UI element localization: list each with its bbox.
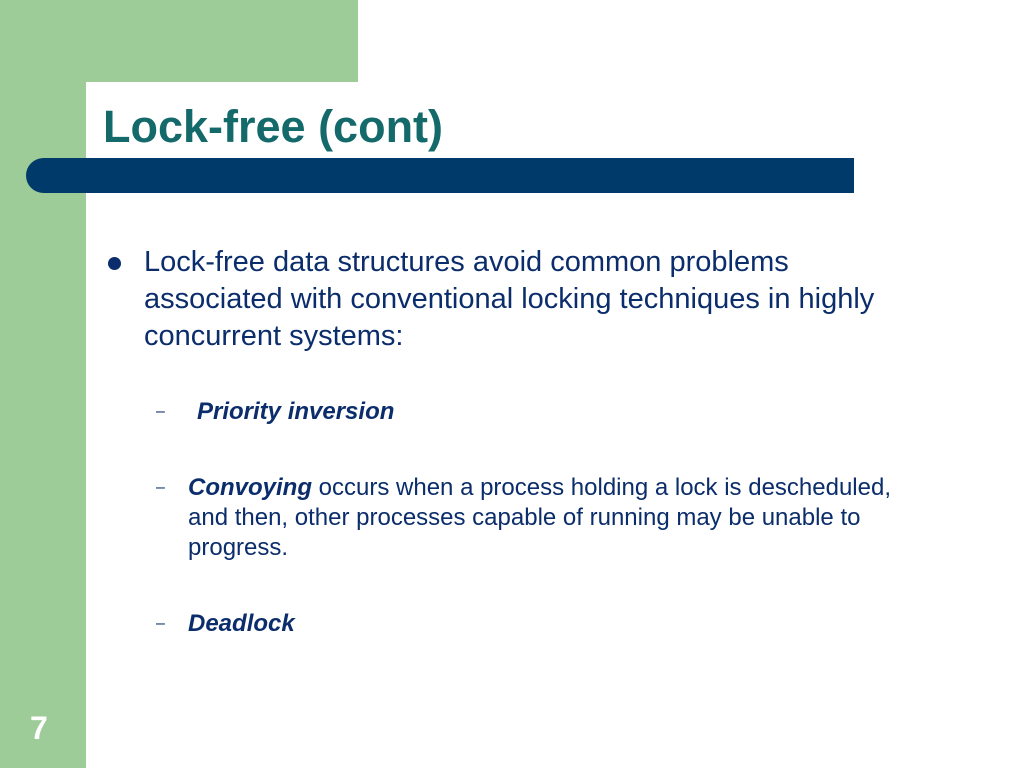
- sub-bullet-priority-inversion: [104, 397, 924, 427]
- term-deadlock: Deadlock: [188, 610, 295, 637]
- slide-title: Lock-free (cont): [103, 101, 444, 152]
- sub-bullet-deadlock: [104, 609, 924, 639]
- slide-body: [104, 244, 924, 639]
- green-side-panel: [0, 0, 86, 768]
- main-bullet-text: Lock-free data structures avoid common problems associated with conventional locking techniques in highly concurrent systems:: [144, 246, 875, 352]
- dash-icon: –: [156, 403, 165, 420]
- bullet-dot-icon: [108, 257, 121, 270]
- title-underline-bar: [26, 158, 854, 193]
- main-bullet: [104, 244, 924, 355]
- dash-icon: –: [156, 479, 165, 496]
- term-priority-inversion: Priority inversion: [197, 398, 395, 425]
- slide-number: 7: [30, 710, 48, 746]
- dash-icon: –: [156, 615, 165, 632]
- sub-bullet-convoying: [104, 473, 924, 563]
- green-top-band: [0, 0, 358, 82]
- sub-bullet-text: occurs when a process holding a lock is descheduled, and then, other processes capable of running may be unable to progress.: [188, 474, 891, 561]
- term-convoying: Convoying: [188, 474, 312, 501]
